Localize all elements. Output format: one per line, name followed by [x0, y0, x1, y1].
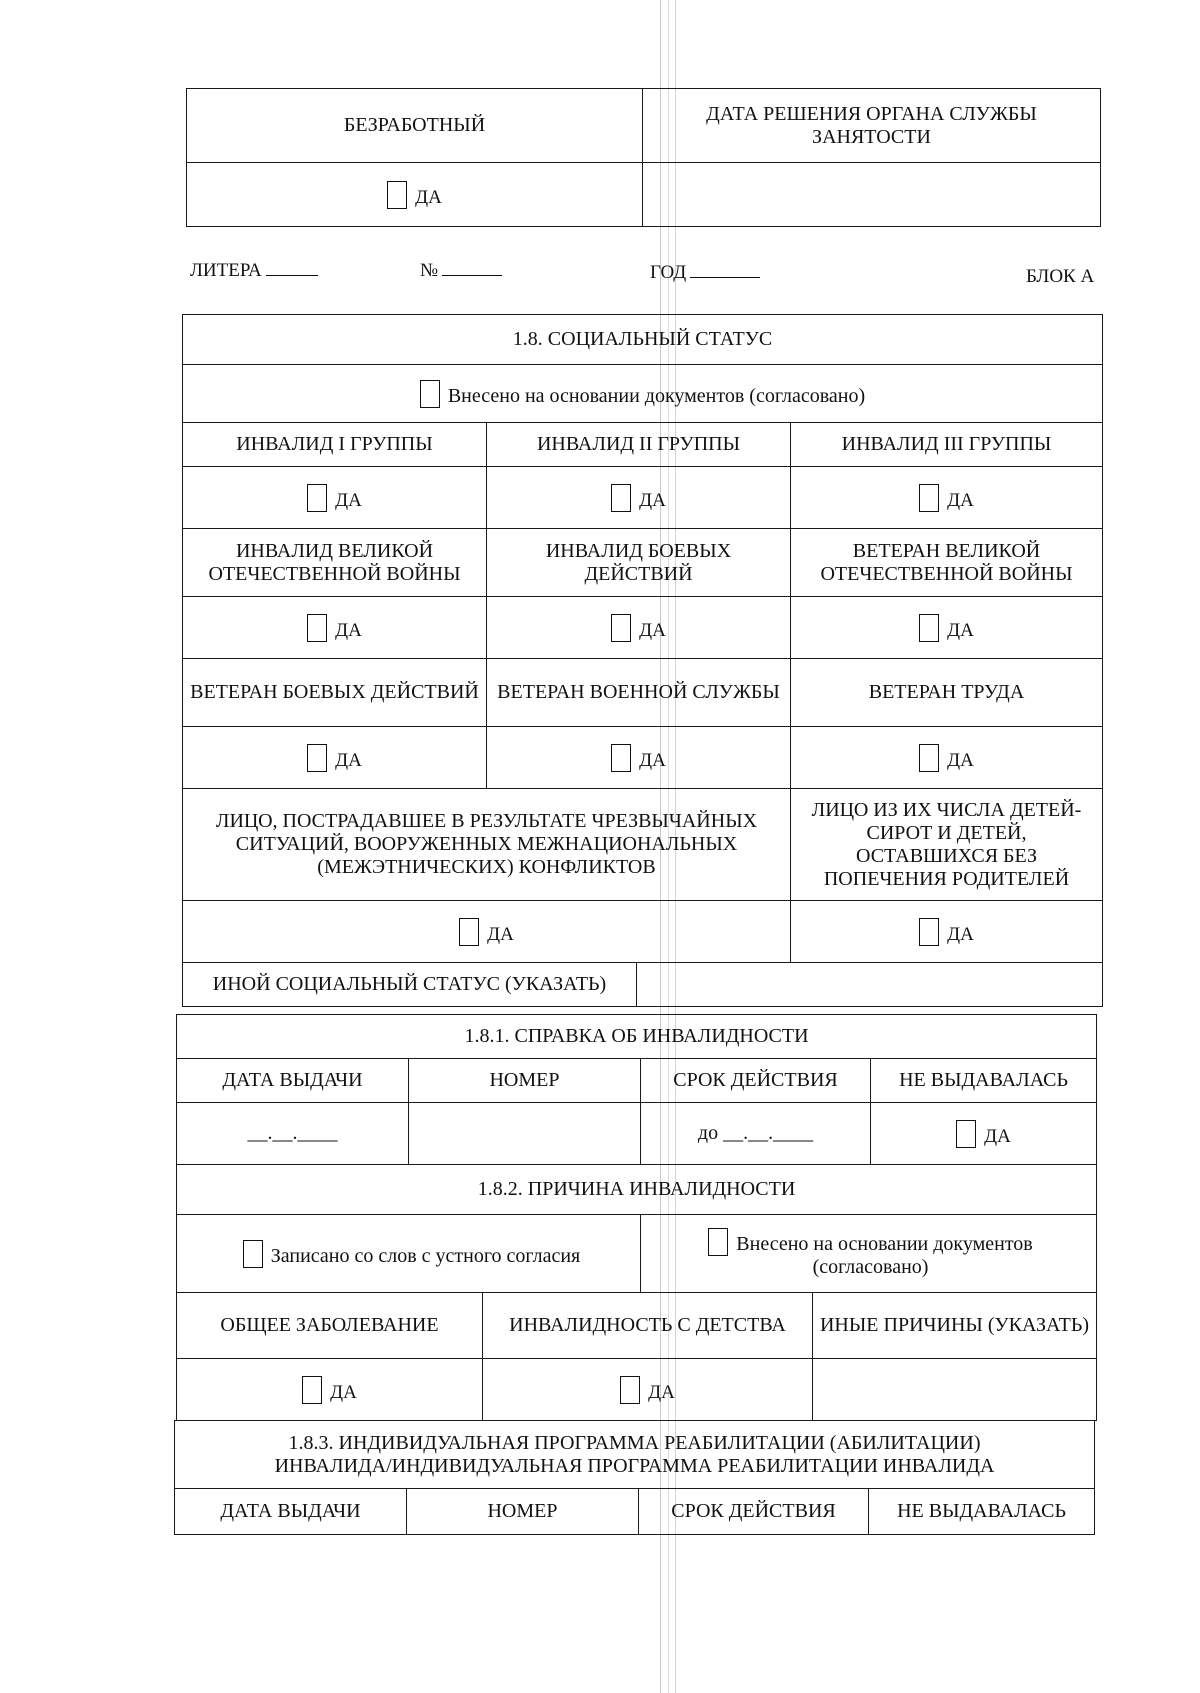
yes-cell	[791, 467, 1103, 529]
category-label: ИНВАЛИД I ГРУППЫ	[183, 423, 487, 467]
cause-documents-cell	[641, 1215, 1097, 1293]
cause-documents-checkbox[interactable]	[708, 1228, 728, 1256]
certificate-column-header: НЕ ВЫДАВАЛАСЬ	[871, 1059, 1097, 1103]
yes-checkbox[interactable]	[611, 484, 631, 512]
yes-checkbox[interactable]	[459, 918, 479, 946]
unemployed-yes-cell	[187, 163, 643, 227]
year-label: ГОД	[650, 262, 687, 283]
yes-cell	[183, 901, 791, 963]
certificate-column-header: СРОК ДЕЙСТВИЯ	[641, 1059, 871, 1103]
disability-cause-table	[176, 1292, 1097, 1421]
yes-label: ДА	[415, 186, 442, 208]
yes-label: ДА	[984, 1125, 1011, 1147]
yes-cell	[487, 597, 791, 659]
year-field[interactable]	[650, 262, 760, 284]
documents-note-row	[183, 365, 1103, 423]
yes-checkbox[interactable]	[611, 744, 631, 772]
category-label: ВЕТЕРАН БОЕВЫХ ДЕЙСТВИЙ	[183, 659, 487, 727]
yes-checkbox[interactable]	[919, 484, 939, 512]
social-status-title: 1.8. СОЦИАЛЬНЫЙ СТАТУС	[183, 315, 1103, 365]
category-label: ИНВАЛИД БОЕВЫХ ДЕЙСТВИЙ	[487, 529, 791, 597]
yes-label: ДА	[947, 923, 974, 945]
yes-label: ДА	[335, 489, 362, 511]
yes-label: ДА	[947, 619, 974, 641]
yes-checkbox[interactable]	[307, 614, 327, 642]
yes-cell	[183, 597, 487, 659]
litera-label: ЛИТЕРА	[190, 260, 262, 281]
decision-date-value[interactable]	[643, 163, 1101, 227]
number-field[interactable]	[420, 260, 502, 282]
yes-label: ДА	[639, 749, 666, 771]
yes-checkbox[interactable]	[611, 614, 631, 642]
certificate-title: 1.8.1. СПРАВКА ОБ ИНВАЛИДНОСТИ	[177, 1015, 1097, 1059]
yes-label: ДА	[947, 749, 974, 771]
category-label: ЛИЦО ИЗ ИХ ЧИСЛА ДЕТЕЙ-СИРОТ И ДЕТЕЙ, ОСТАВШИХСЯ БЕЗ ПОПЕЧЕНИЯ РОДИТЕЛЕЙ	[791, 789, 1103, 901]
category-label: ВЕТЕРАН ВОЕННОЙ СЛУЖБЫ	[487, 659, 791, 727]
yes-label: ДА	[639, 619, 666, 641]
certificate-column-header: ДАТА ВЫДАЧИ	[177, 1059, 409, 1103]
block-label: БЛОК А	[1026, 266, 1095, 287]
yes-checkbox[interactable]	[302, 1376, 322, 1404]
category-label: ИНВАЛИД ВЕЛИКОЙ ОТЕЧЕСТВЕННОЙ ВОЙНЫ	[183, 529, 487, 597]
until-prefix: до	[697, 1122, 719, 1144]
yes-label: ДА	[335, 749, 362, 771]
rehab-column-header: СРОК ДЕЙСТВИЯ	[639, 1489, 869, 1535]
not-issued-checkbox[interactable]	[956, 1120, 976, 1148]
until-blank: __.__.____	[723, 1122, 814, 1144]
decision-date-label: ДАТА РЕШЕНИЯ ОРГАНА СЛУЖБЫ ЗАНЯТОСТИ	[643, 89, 1101, 163]
rehab-column-header: НОМЕР	[407, 1489, 639, 1535]
documents-checkbox[interactable]	[420, 380, 440, 408]
cause-column-header: ИНЫЕ ПРИЧИНЫ (УКАЗАТЬ)	[813, 1293, 1097, 1359]
cause-column-header: ОБЩЕЕ ЗАБОЛЕВАНИЕ	[177, 1293, 483, 1359]
yes-label: ДА	[639, 489, 666, 511]
yes-checkbox[interactable]	[919, 744, 939, 772]
disability-cause-title: 1.8.2. ПРИЧИНА ИНВАЛИДНОСТИ	[177, 1165, 1097, 1215]
yes-label: ДА	[947, 489, 974, 511]
yes-cell	[183, 467, 487, 529]
yes-label: ДА	[330, 1381, 357, 1403]
unemployed-label: БЕЗРАБОТНЫЙ	[187, 89, 643, 163]
category-label: ИНВАЛИД III ГРУППЫ	[791, 423, 1103, 467]
validity-input[interactable]	[641, 1103, 871, 1165]
category-label: ВЕТЕРАН ВЕЛИКОЙ ОТЕЧЕСТВЕННОЙ ВОЙНЫ	[791, 529, 1103, 597]
yes-cell	[791, 727, 1103, 789]
yes-label: ДА	[335, 619, 362, 641]
number-label: №	[420, 260, 439, 281]
yes-cell	[483, 1359, 813, 1421]
category-label: ИНВАЛИД II ГРУППЫ	[487, 423, 791, 467]
rehab-program-table	[174, 1420, 1095, 1535]
other-cause-input[interactable]	[813, 1359, 1097, 1421]
yes-cell	[177, 1359, 483, 1421]
unemployed-checkbox[interactable]	[387, 181, 407, 209]
yes-checkbox[interactable]	[307, 484, 327, 512]
certificate-number-input[interactable]	[409, 1103, 641, 1165]
yes-cell	[487, 727, 791, 789]
rehab-column-header: НЕ ВЫДАВАЛАСЬ	[869, 1489, 1095, 1535]
social-status-table	[182, 314, 1103, 1007]
date-blank: __.__.____	[247, 1122, 338, 1144]
yes-checkbox[interactable]	[919, 918, 939, 946]
yes-checkbox[interactable]	[307, 744, 327, 772]
verbal-note: Записано со слов с устного согласия	[270, 1244, 581, 1267]
certificate-column-header: НОМЕР	[409, 1059, 641, 1103]
unemployed-table	[186, 88, 1101, 227]
category-label: ВЕТЕРАН ТРУДА	[791, 659, 1103, 727]
yes-cell	[791, 901, 1103, 963]
yes-checkbox[interactable]	[919, 614, 939, 642]
rehab-column-header: ДАТА ВЫДАЧИ	[175, 1489, 407, 1535]
yes-checkbox[interactable]	[620, 1376, 640, 1404]
cause-documents-note: Внесено на основании документов (согласовано)	[736, 1233, 1033, 1278]
yes-cell	[183, 727, 487, 789]
verbal-consent-checkbox[interactable]	[243, 1240, 263, 1268]
yes-label: ДА	[487, 923, 514, 945]
litera-field[interactable]	[190, 260, 318, 282]
yes-cell	[487, 467, 791, 529]
issue-date-input[interactable]	[177, 1103, 409, 1165]
other-status-input[interactable]	[637, 963, 1103, 1007]
verbal-note-cell	[177, 1215, 641, 1293]
rehab-program-title: 1.8.3. ИНДИВИДУАЛЬНАЯ ПРОГРАММА РЕАБИЛИТАЦИИ (АБИЛИТАЦИИ) ИНВАЛИДА/ИНДИВИДУАЛЬНАЯ ПРОГРАММА РЕАБИЛИТАЦИИ ИНВАЛИДА	[175, 1421, 1095, 1489]
other-status-label: ИНОЙ СОЦИАЛЬНЫЙ СТАТУС (УКАЗАТЬ)	[183, 963, 637, 1007]
yes-label: ДА	[648, 1381, 675, 1403]
category-label: ЛИЦО, ПОСТРАДАВШЕЕ В РЕЗУЛЬТАТЕ ЧРЕЗВЫЧАЙНЫХ СИТУАЦИЙ, ВООРУЖЕННЫХ МЕЖНАЦИОНАЛЬНЫХ (МЕЖЭТНИЧЕСКИХ) КОНФЛИКТОВ	[183, 789, 791, 901]
yes-cell	[791, 597, 1103, 659]
disability-table	[176, 1014, 1097, 1293]
documents-note: Внесено на основании документов (согласовано)	[447, 384, 866, 407]
not-issued-cell	[871, 1103, 1097, 1165]
cause-column-header: ИНВАЛИДНОСТЬ С ДЕТСТВА	[483, 1293, 813, 1359]
